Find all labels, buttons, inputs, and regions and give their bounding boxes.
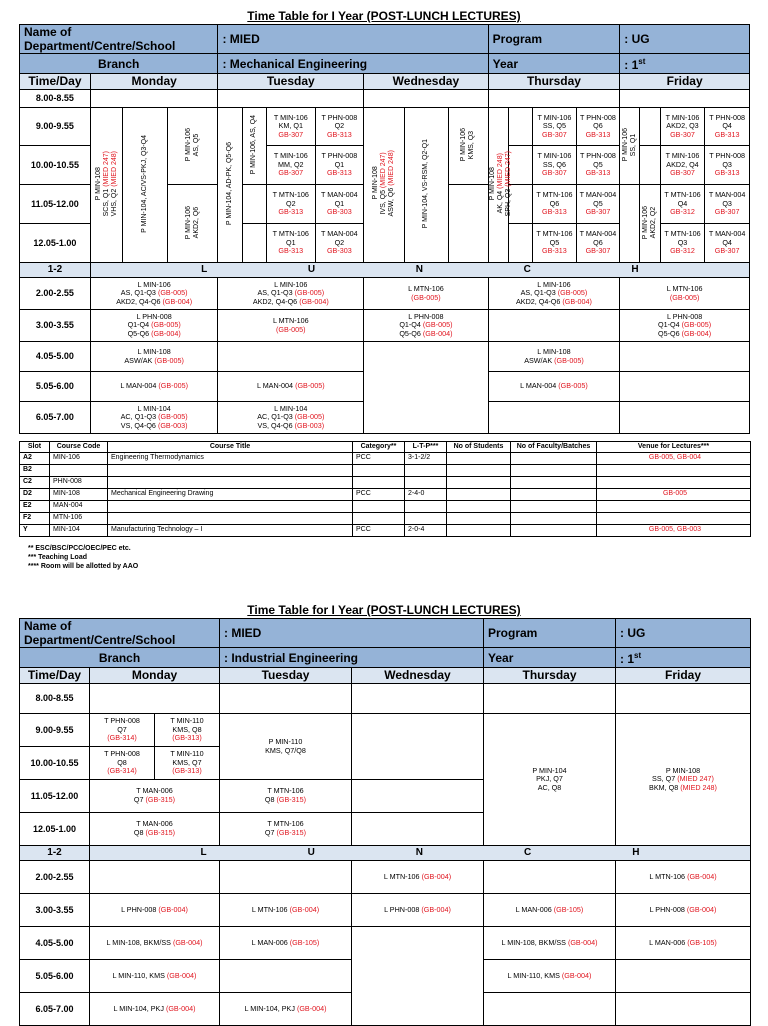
mon-man004-lecture: L MAN-004 (GB-005) xyxy=(90,372,218,402)
tue-tutorial: T MAN-004 Q1 GB-303 xyxy=(315,185,364,224)
fri-tutorial: T MIN-106 AKD2, Q3 GB-307 xyxy=(660,108,705,146)
timetable-title-industrial: Time Table for I Year (POST-LUNCH LECTURES) xyxy=(247,603,521,617)
time-day-header: Time/Day xyxy=(20,668,90,684)
mon-min104-lecture: L MIN-104, PKJ (GB-004) xyxy=(90,993,220,1026)
time-slot: 6.05-7.00 xyxy=(20,993,90,1026)
tue-tutorial: T MTN-106 Q2 GB-313 xyxy=(267,185,316,224)
fri-tutorial: T PHN-008 Q3 GB-313 xyxy=(705,146,750,185)
table-row: B2 xyxy=(20,465,751,477)
thu-tutorial: T MTN-106 Q6 GB-313 xyxy=(533,185,577,224)
time-slot: 6.05-7.00 xyxy=(20,402,91,434)
day-monday: Monday xyxy=(90,668,220,684)
wed-min106-practical: P MIN-106 KMS, Q3 xyxy=(449,108,488,185)
lunch-band: L U N C H xyxy=(90,846,751,861)
program-value: : UG xyxy=(616,619,751,648)
time-slot: 10.00-10.55 xyxy=(20,146,91,185)
fri-tutorial: T MTN-106 Q4 GB-312 xyxy=(660,185,705,224)
dept-value: : MIED xyxy=(220,619,484,648)
tue-tutorial: T PHN-008 Q2 GB-313 xyxy=(315,108,364,146)
tue-min104-lecture: L MIN-104, PKJ (GB-004) xyxy=(220,993,352,1026)
footnotes: ** ESC/BSC/PCC/OEC/PEC etc. *** Teaching Load **** Room will be allotted by AAO xyxy=(28,545,139,570)
mon-tutorial: T PHN-008 Q7 (GB-314) xyxy=(90,714,155,747)
mon-tutorial: T PHN-008 Q8 (GB-314) xyxy=(90,747,155,780)
mon-min108-lecture: L MIN-108 ASW/AK (GB-005) xyxy=(90,342,218,372)
tue-mtn106-tutorial: T MTN-106 Q8 (GB-315) xyxy=(220,780,352,813)
day-tuesday: Tuesday xyxy=(220,668,352,684)
fri-tutorial: T MAN-004 Q4 GB-307 xyxy=(705,224,750,263)
day-wednesday: Wednesday xyxy=(352,668,484,684)
course-header: L-T-P*** xyxy=(405,442,447,453)
course-header: Venue for Lectures*** xyxy=(597,442,751,453)
program-label: Program xyxy=(484,619,616,648)
timetable-industrial xyxy=(19,618,751,1026)
fri-tutorial: T MIN-106 AKD2, Q4 GB-307 xyxy=(660,146,705,185)
thu-min108-lecture: L MIN-108 ASW/AK (GB-005) xyxy=(488,342,620,372)
table-row: C2 PHN-008 xyxy=(20,477,751,489)
tue-tutorial: T MIN-106 KM, Q1 GB-307 xyxy=(267,108,316,146)
course-header: No of Faculty/Batches xyxy=(511,442,597,453)
course-header: Course Title xyxy=(108,442,353,453)
table-row: E2 MAN-004 xyxy=(20,501,751,513)
wed-phn008-lecture: L PHN-008 (GB-004) xyxy=(352,894,484,927)
mon-min108-practical: P MIN-108 SCS, Q1 (MIED 247) VHS, Q2 (MIED 248) xyxy=(90,108,122,263)
thu-tutorial: T MIN-106 SS, Q5 GB-307 xyxy=(533,108,577,146)
time-slot: 3.00-3.55 xyxy=(20,894,90,927)
thu-man004-lecture: L MAN-004 (GB-005) xyxy=(488,372,620,402)
wed-mtn106-lecture: L MTN-106 (GB-004) xyxy=(352,861,484,894)
dept-label: Name of Department/Centre/School xyxy=(20,25,218,54)
tue-min104-lecture: L MIN-104 AC, Q1-Q3 (GB-005) VS, Q4-Q6 (GB-003) xyxy=(218,402,364,434)
mon-tutorial: T MIN-110 KMS, Q8 (GB-313) xyxy=(155,714,220,747)
time-slot: 9.00-9.55 xyxy=(20,108,91,146)
fri-tutorial: T MAN-004 Q3 GB-307 xyxy=(705,185,750,224)
wed-min108-practical: P MIN-108 IVS, Q5 (MIED 247) ASW, Q6 (MIED 248) xyxy=(364,108,404,263)
tue-tutorial: T PHN-008 Q1 GB-313 xyxy=(315,146,364,185)
branch-value: : Mechanical Engineering xyxy=(218,54,488,74)
mon-min104-practical: P MIN-104, AC/VS-PKJ, Q3-Q4 xyxy=(123,108,168,263)
tue-mtn106-lecture: L MTN-106 (GB-005) xyxy=(218,310,364,342)
course-header: Course Code xyxy=(50,442,108,453)
course-header: Slot xyxy=(20,442,50,453)
course-header: No of Students xyxy=(447,442,511,453)
time-day-header: Time/Day xyxy=(20,74,91,90)
year-label: Year xyxy=(488,54,620,74)
day-monday: Monday xyxy=(90,74,218,90)
time-slot: 1-2 xyxy=(20,846,90,861)
time-slot: 12.05-1.00 xyxy=(20,224,91,263)
mon-min106-practical: P MIN-106 AS, Q5 xyxy=(167,108,218,185)
table-row: D2 MIN-108 Mechanical Engineering Drawing PCC 2-4-0 GB-005 xyxy=(20,489,751,501)
day-wednesday: Wednesday xyxy=(364,74,489,90)
time-slot: 8.00-8.55 xyxy=(20,90,91,108)
table-row: F2 MTN-106 xyxy=(20,513,751,525)
dept-value: : MIED xyxy=(218,25,488,54)
tue-min104-practical: P MIN-104, AD-PK, Q5-Q6 xyxy=(218,108,242,263)
tue-min106-practical: P MIN-106, AS, Q4 xyxy=(242,108,266,185)
mon-min110-lecture: L MIN-110, KMS (GB-004) xyxy=(90,960,220,993)
time-slot: 10.00-10.55 xyxy=(20,747,90,780)
thu-tutorial: T MAN-004 Q6 GB-307 xyxy=(576,224,620,263)
tue-min106-lecture: L MIN-106 AS, Q1-Q3 (GB-005) AKD2, Q4-Q6 (GB-004) xyxy=(218,278,364,310)
time-slot: 4.05-5.00 xyxy=(20,927,90,960)
fri-phn008-lecture: L PHN-008 Q1-Q4 (GB-005) Q5-Q6 (GB-004) xyxy=(620,310,750,342)
mon-man006-tutorial: T MAN-006 Q8 (GB-315) xyxy=(90,813,220,846)
tue-man004-lecture: L MAN-004 (GB-005) xyxy=(218,372,364,402)
day-thursday: Thursday xyxy=(484,668,616,684)
branch-label: Branch xyxy=(20,648,220,668)
tue-min110-practical: P MIN-110 KMS, Q7/Q8 xyxy=(220,714,352,780)
thu-tutorial: T MTN-106 Q5 GB-313 xyxy=(533,224,577,263)
thu-min104-practical: P MIN-104 PKJ, Q7 AC, Q8 xyxy=(484,714,616,846)
thu-tutorial: T MIN-106 SS, Q6 GB-307 xyxy=(533,146,577,185)
branch-label: Branch xyxy=(20,54,218,74)
fri-mtn106-lecture: L MTN-106 (GB-004) xyxy=(616,861,751,894)
time-slot: 11.05-12.00 xyxy=(20,780,90,813)
mon-min106-lecture: L MIN-106 AS, Q1-Q3 (GB-005) AKD2, Q4-Q6 (GB-004) xyxy=(90,278,218,310)
year-value: : 1st xyxy=(620,54,750,74)
time-slot: 9.00-9.55 xyxy=(20,714,90,747)
tue-tutorial: T MAN-004 Q2 GB-303 xyxy=(315,224,364,263)
year-label: Year xyxy=(484,648,616,668)
fri-tutorial: T MTN-106 Q3 GB-312 xyxy=(660,224,705,263)
time-slot: 5.05-6.00 xyxy=(20,960,90,993)
thu-min108-lecture: L MIN-108, BKM/SS (GB-004) xyxy=(484,927,616,960)
wed-mtn106-lecture: L MTN-106 (GB-005) xyxy=(364,278,489,310)
tue-mtn106-lecture: L MTN-106 (GB-004) xyxy=(220,894,352,927)
branch-value: : Industrial Engineering xyxy=(220,648,484,668)
time-slot: 2.00-2.55 xyxy=(20,861,90,894)
thu-min106-lecture: L MIN-106 AS, Q1-Q3 (GB-005) AKD2, Q4-Q6 (GB-004) xyxy=(488,278,620,310)
tue-mtn106-tutorial: T MTN-106 Q7 (GB-315) xyxy=(220,813,352,846)
mon-phn008-lecture: L PHN-008 (GB-004) xyxy=(90,894,220,927)
thu-tutorial: T MAN-004 Q5 GB-307 xyxy=(576,185,620,224)
year-value: : 1st xyxy=(616,648,751,668)
table-row: Y MIN-104 Manufacturing Technology – I PCC 2-0-4 GB-005, GB-003 xyxy=(20,525,751,537)
time-slot: 4.05-5.00 xyxy=(20,342,91,372)
course-header: Category** xyxy=(353,442,405,453)
fri-min106-practical: P MIN-106 SS, Q1 xyxy=(620,108,640,185)
time-slot: 11.05-12.00 xyxy=(20,185,91,224)
tue-man006-lecture: L MAN-006 (GB-105) xyxy=(220,927,352,960)
tue-tutorial: T MTN-106 Q1 GB-313 xyxy=(267,224,316,263)
course-table xyxy=(19,441,751,537)
thu-tutorial: T PHN-008 Q6 GB-313 xyxy=(576,108,620,146)
mon-tutorial: T MIN-110 KMS, Q7 (GB-313) xyxy=(155,747,220,780)
timetable-mechanical xyxy=(19,24,750,434)
day-thursday: Thursday xyxy=(488,74,620,90)
day-friday: Friday xyxy=(616,668,751,684)
wed-phn008-lecture: L PHN-008 Q1-Q4 (GB-005) Q5-Q6 (GB-004) xyxy=(364,310,489,342)
mon-min106-practical: P MIN-106 AKD2, Q6 xyxy=(167,185,218,263)
time-slot: 5.05-6.00 xyxy=(20,372,91,402)
time-slot: 1-2 xyxy=(20,263,91,278)
tue-tutorial: T MIN-106 MM, Q2 GB-307 xyxy=(267,146,316,185)
timetable-title-mechanical: Time Table for I Year (POST-LUNCH LECTURES) xyxy=(247,9,521,23)
time-slot: 2.00-2.55 xyxy=(20,278,91,310)
fri-min106-practical: P MIN-106 AKD2, Q2 xyxy=(640,185,660,263)
day-friday: Friday xyxy=(620,74,750,90)
day-tuesday: Tuesday xyxy=(218,74,364,90)
thu-man006-lecture: L MAN-006 (GB-105) xyxy=(484,894,616,927)
mon-man006-tutorial: T MAN-006 Q7 (GB-315) xyxy=(90,780,220,813)
program-value: : UG xyxy=(620,25,750,54)
fri-tutorial: T PHN-008 Q4 GB-313 xyxy=(705,108,750,146)
time-slot: 3.00-3.55 xyxy=(20,310,91,342)
time-slot: 12.05-1.00 xyxy=(20,813,90,846)
mon-min104-lecture: L MIN-104 AC, Q1-Q3 (GB-005) VS, Q4-Q6 (GB-003) xyxy=(90,402,218,434)
fri-min108-practical: P MIN-108 SS, Q7 (MIED 247) BKM, Q8 (MIED 248) xyxy=(616,714,751,846)
thu-min110-lecture: L MIN-110, KMS (GB-004) xyxy=(484,960,616,993)
fri-man006-lecture: L MAN-006 (GB-105) xyxy=(616,927,751,960)
fri-phn008-lecture: L PHN-008 (GB-004) xyxy=(616,894,751,927)
table-row: A2 MIN-106 Engineering Thermodynamics PCC 3-1-2/2 GB-005, GB-004 xyxy=(20,453,751,465)
lunch-band: L U N C H xyxy=(90,263,749,278)
thu-min108-practical: P MIN-108 AK, Q4 (MIED 248) SPH, Q3 (MIED 247) xyxy=(488,108,508,263)
time-slot: 8.00-8.55 xyxy=(20,684,90,714)
wed-min104-practical: P MIN-104, VS-RSM, Q2-Q1 xyxy=(404,108,449,263)
program-label: Program xyxy=(488,25,620,54)
mon-phn008-lecture: L PHN-008 Q1-Q4 (GB-005) Q5-Q6 (GB-004) xyxy=(90,310,218,342)
fri-mtn106-lecture: L MTN-106 (GB-005) xyxy=(620,278,750,310)
dept-label: Name of Department/Centre/School xyxy=(20,619,220,648)
thu-tutorial: T PHN-008 Q5 GB-313 xyxy=(576,146,620,185)
mon-min108-lecture: L MIN-108, BKM/SS (GB-004) xyxy=(90,927,220,960)
